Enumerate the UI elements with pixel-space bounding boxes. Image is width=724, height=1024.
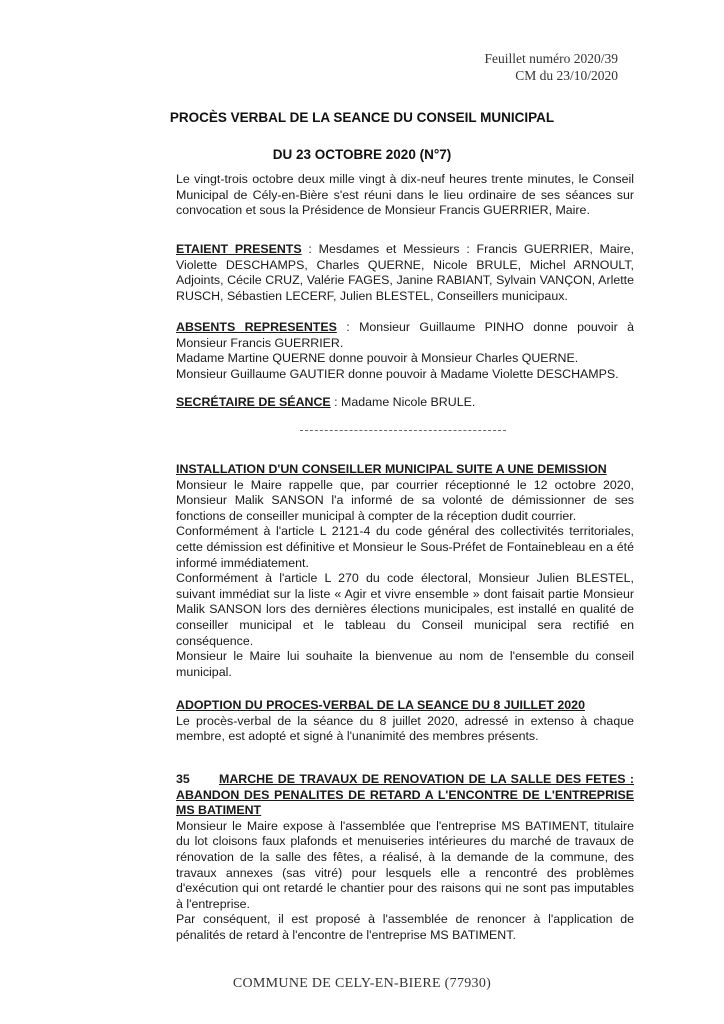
secretary-text: : Madame Nicole BRULE. xyxy=(330,395,476,409)
section-divider xyxy=(300,430,506,431)
sheet-number: Feuillet numéro 2020/39 xyxy=(484,51,618,66)
secretary-label: SECRÉTAIRE DE SÉANCE xyxy=(176,395,331,409)
page-footer: COMMUNE DE CELY-EN-BIERE (77930) xyxy=(232,976,492,991)
installation-paragraph-4: Monsieur le Maire lui souhaite la bienvenue au nom de l'ensemble du conseil municipal. xyxy=(176,649,634,679)
absents-section xyxy=(176,320,634,382)
absents-line-2: Madame Martine QUERNE donne pouvoir à Monsieur Charles QUERNE. xyxy=(176,351,579,366)
secretary-section xyxy=(176,395,634,411)
item-35-title: MARCHE DE TRAVAUX DE RENOVATION DE LA SALLE DES FETES : ABANDON DES PENALITES DE RETARD A L'ENCONTRE DE L'ENTREPRISE MS BATIMENT xyxy=(176,772,634,818)
intro-text: Le vingt-trois octobre deux mille vingt à dix-neuf heures trente minutes, le Conseil Municipal de Cély-en-Bière s'est réuni dans le lieu ordinaire de ses séances sur convocation et sous la Présidence de Monsieur Francis GUERRIER, Maire. xyxy=(176,172,634,218)
sheet-reference xyxy=(485,50,618,84)
presents-section xyxy=(176,242,634,304)
installation-paragraph-2: Conformément à l'article L 2121-4 du code général des collectivités territoriales, cette démission est définitive et Monsieur le Sous-Préfet de Fontainebleau en a été informé immédiatement. xyxy=(176,524,634,570)
item-35-number: 35 xyxy=(176,772,190,786)
installation-paragraph-3: Conformément à l'article L 270 du code électoral, Monsieur Julien BLESTEL, suivant immédiat sur la liste « Agir et vivre ensemble » dont faisait partie Monsieur Malik SANSON lors des dernières élections municipales, est installé en qualité de conseiller municipal et le tableau du Conseil municipal sera rectifié en conséquence. xyxy=(176,571,634,648)
session-subtitle: DU 23 OCTOBRE 2020 (N°7) xyxy=(272,147,452,162)
item-35-paragraph-1: Monsieur le Maire expose à l'assemblée que l'entreprise MS BATIMENT, titulaire du lot cloisons faux plafonds et menuiseries intérieures du marché de travaux de rénovation de la salle des fêtes, a réalisé, à la demande de la commune, des travaux annexes (sas vitré) pour lesquels elle a rencontré des problèmes d'exécution qui ont retardé le chantier pour des raisons qui ne sont pas imputables à l'entreprise. xyxy=(176,818,634,911)
item-35-paragraph-2: Par conséquent, il est proposé à l'assemblée de renoncer à l'application de pénalités de retard à l'encontre de l'entreprise MS BATIMENT. xyxy=(176,912,634,942)
presents-text: : Mesdames et Messieurs : Francis GUERRIER, Maire, Violette DESCHAMPS, Charles QUERNE, Nicole BRULE, Michel ARNOULT, Adjoints, Cécile CRUZ, Valérie FAGES, Janine RABIANT, Sylvain VANÇON, Arlette RUSCH, Sébastien LECERF, Julien BLESTEL, Conseillers municipaux. xyxy=(176,242,634,303)
installation-section xyxy=(176,462,634,680)
installation-paragraph-1: Monsieur le Maire rappelle que, par courrier réceptionné le 12 octobre 2020, Monsieur Malik SANSON l'a informé de sa volonté de démissionner de ses fonctions de conseiller municipal à compter de la réception dudit courrier. xyxy=(176,477,634,523)
adoption-section xyxy=(176,698,634,745)
document-title: PROCÈS VERBAL DE LA SEANCE DU CONSEIL MUNICIPAL xyxy=(169,110,555,125)
adoption-paragraph: Le procès-verbal de la séance du 8 juillet 2020, adressé in extenso à chaque membre, est adopté et signé à l'unanimité des membres présents. xyxy=(176,713,634,744)
meeting-date-ref: CM du 23/10/2020 xyxy=(515,68,618,83)
item-35-section xyxy=(176,772,634,944)
absents-line-1: : Monsieur Guillaume PINHO donne pouvoir à Monsieur Francis GUERRIER. xyxy=(176,320,634,350)
absents-line-3: Monsieur Guillaume GAUTIER donne pouvoir à Madame Violette DESCHAMPS. xyxy=(176,366,619,381)
intro-paragraph xyxy=(176,172,634,219)
adoption-title: ADOPTION DU PROCES-VERBAL DE LA SEANCE DU 8 JUILLET 2020 xyxy=(176,698,585,712)
absents-label: ABSENTS REPRESENTES xyxy=(176,320,337,334)
installation-title: INSTALLATION D'UN CONSEILLER MUNICIPAL SUITE A UNE DEMISSION xyxy=(176,462,607,476)
presents-label: ETAIENT PRESENTS xyxy=(176,242,302,256)
